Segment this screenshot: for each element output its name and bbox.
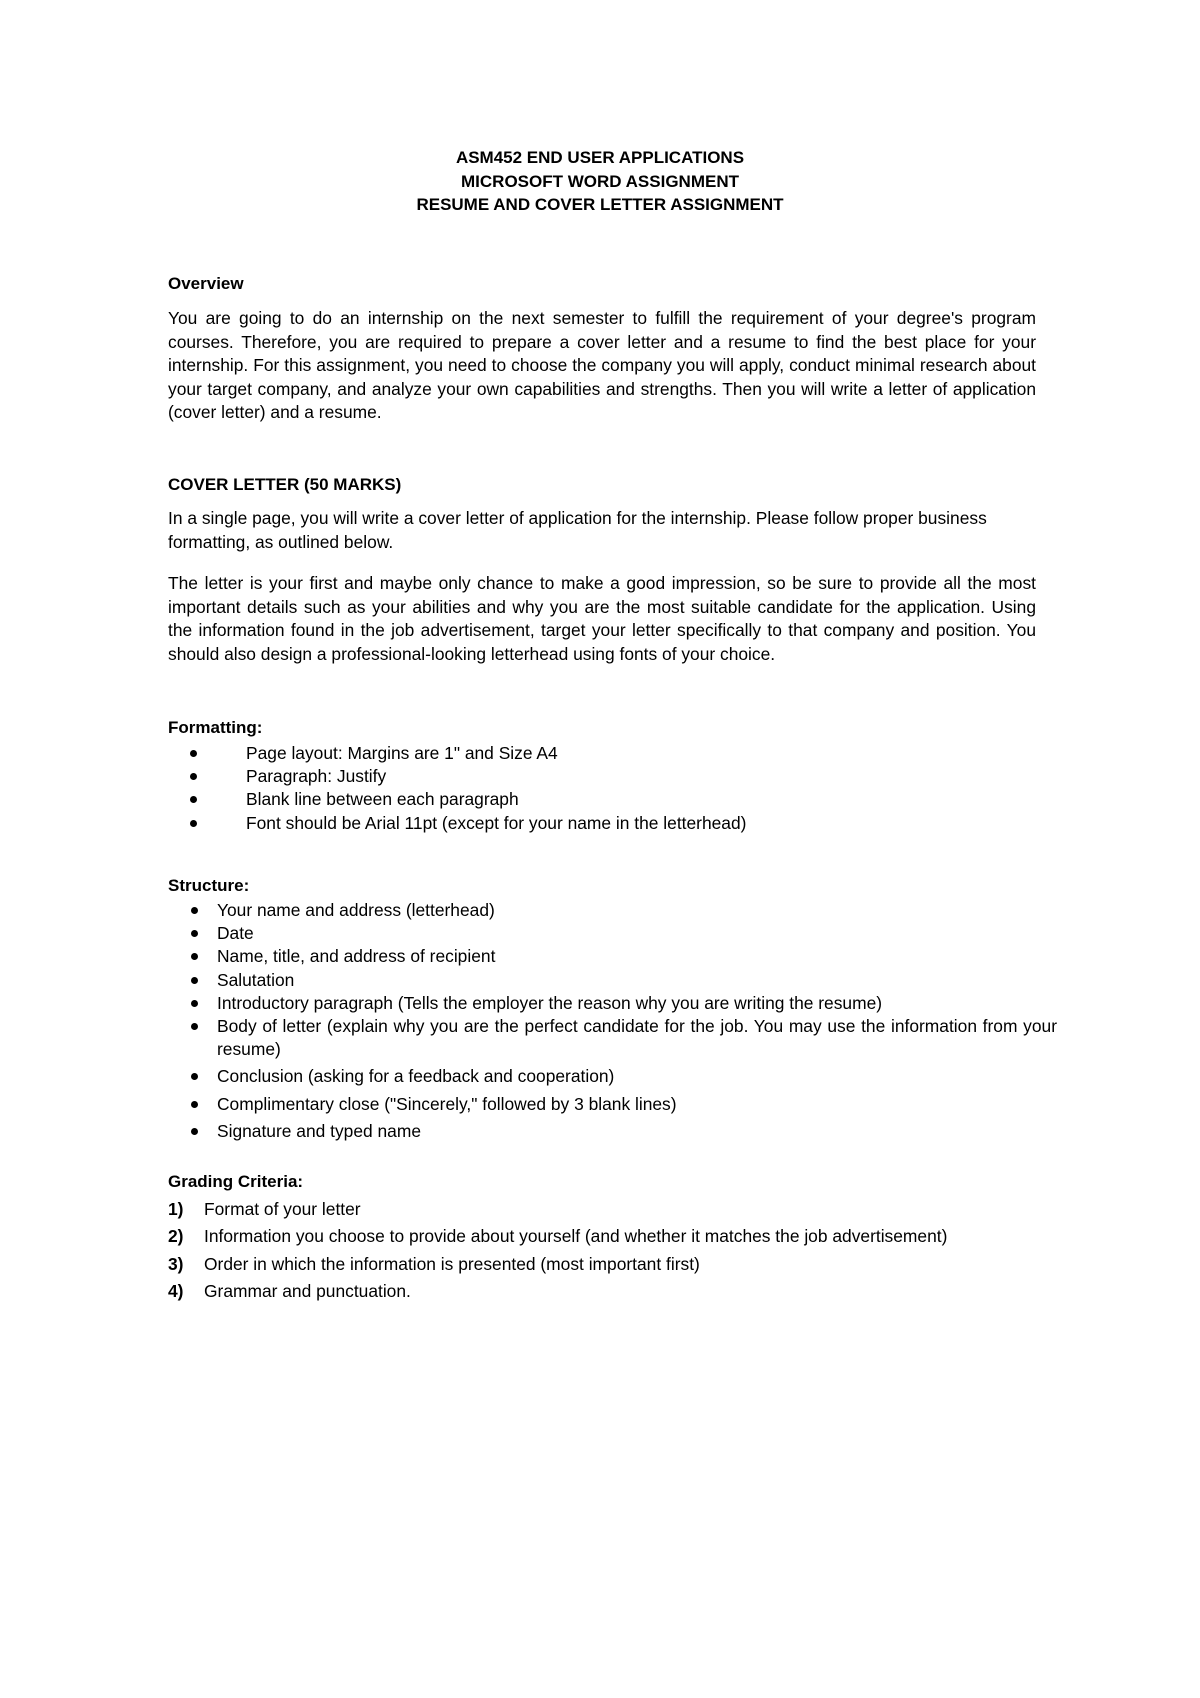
list-item-text: Grammar and punctuation. — [204, 1281, 411, 1302]
list-item — [246, 788, 1046, 811]
overview-heading: Overview — [168, 274, 244, 293]
bullet-icon — [190, 773, 197, 780]
formatting-list — [246, 742, 1046, 835]
list-item — [217, 1120, 1057, 1143]
list-number: 1) — [168, 1199, 184, 1219]
list-item — [168, 1196, 1058, 1223]
list-item-text: Name, title, and address of recipient — [217, 946, 496, 967]
grading-list — [168, 1196, 1058, 1306]
list-item-text: Page layout: Margins are 1" and Size A4 — [246, 743, 558, 763]
bullet-icon — [191, 1128, 198, 1135]
title-line-course: ASM452 END USER APPLICATIONS — [455, 148, 745, 167]
structure-heading: Structure: — [168, 876, 250, 895]
bullet-icon — [191, 953, 198, 960]
list-item-text: Order in which the information is presented (most important first) — [204, 1253, 700, 1274]
list-item — [246, 742, 1046, 765]
list-number: 2) — [168, 1226, 184, 1247]
list-item — [246, 812, 1046, 835]
list-item — [217, 922, 1057, 945]
cover-letter-paragraph-1: In a single page, you will write a cover letter of application for the internship. Please follow proper business formatting, as outlined below. — [168, 508, 987, 552]
list-item — [217, 1015, 1057, 1061]
bullet-icon — [191, 1000, 198, 1007]
list-item-text: Font should be Arial 11pt (except for your name in the letterhead) — [246, 812, 747, 833]
list-item-text: Salutation — [217, 969, 295, 990]
title-line-assignment: MICROSOFT WORD ASSIGNMENT — [461, 171, 739, 191]
cover-letter-heading: COVER LETTER (50 MARKS) — [168, 475, 402, 494]
bullet-icon — [190, 796, 197, 803]
list-item — [217, 1065, 1057, 1088]
list-item-text: Format of your letter — [204, 1199, 361, 1219]
bullet-icon — [191, 930, 198, 937]
title-line-topic: RESUME AND COVER LETTER ASSIGNMENT — [416, 195, 784, 214]
list-item — [217, 992, 1057, 1015]
list-number: 3) — [168, 1253, 184, 1274]
list-item-text: Date — [217, 923, 254, 944]
list-item — [246, 765, 1046, 788]
list-item-text: Information you choose to provide about yourself (and whether it matches the job advertisement) — [204, 1226, 948, 1247]
grading-heading: Grading Criteria: — [168, 1172, 304, 1191]
overview-paragraph: You are going to do an internship on the next semester to fulfill the requirement of your degree's program courses. Therefore, you are required to prepare a cover letter and a resume to find the best place for your internship. For this assignment, you need to choose the company you will apply, conduct minimal research about your target company, and analyze your own capabilities and strengths. Then you will write a letter of application (cover letter) and a resume. — [168, 308, 1036, 423]
bullet-icon — [190, 820, 197, 827]
list-item — [217, 969, 1057, 992]
list-item — [168, 1251, 1058, 1278]
formatting-heading: Formatting: — [168, 718, 263, 737]
structure-list — [217, 899, 1057, 1143]
list-item-text: Your name and address (letterhead) — [217, 900, 495, 920]
list-item — [217, 945, 1057, 968]
list-item — [168, 1223, 1058, 1250]
list-item-text: Conclusion (asking for a feedback and cooperation) — [217, 1066, 615, 1087]
bullet-icon — [191, 1073, 198, 1080]
bullet-icon — [191, 1023, 198, 1030]
list-item-text: Blank line between each paragraph — [246, 789, 519, 810]
bullet-icon — [190, 750, 197, 757]
list-item-text: Signature and typed name — [217, 1120, 422, 1141]
list-item-text: Complimentary close ("Sincerely," followed by 3 blank lines) — [217, 1093, 677, 1114]
bullet-icon — [191, 1101, 198, 1108]
list-item — [217, 899, 1057, 922]
list-item — [217, 1093, 1057, 1116]
list-item — [168, 1278, 1058, 1305]
list-item-text: Paragraph: Justify — [246, 766, 387, 787]
bullet-icon — [191, 977, 198, 984]
cover-letter-paragraph-2: The letter is your first and maybe only chance to make a good impression, so be sure to provide all the most important details such as your abilities and why you are the most suitable candidate for the application. Using the information found in the job advertisement, target your letter specifically to that company and position. You should also design a professional-looking letterhead using fonts of your choice. — [168, 573, 1036, 664]
list-item-text: Body of letter (explain why you are the perfect candidate for the job. You may use the information from your resume) — [217, 1016, 1057, 1060]
bullet-icon — [191, 907, 198, 914]
document-title — [0, 146, 1200, 217]
list-number: 4) — [168, 1281, 184, 1302]
list-item-text: Introductory paragraph (Tells the employer the reason why you are writing the resume) — [217, 992, 883, 1013]
